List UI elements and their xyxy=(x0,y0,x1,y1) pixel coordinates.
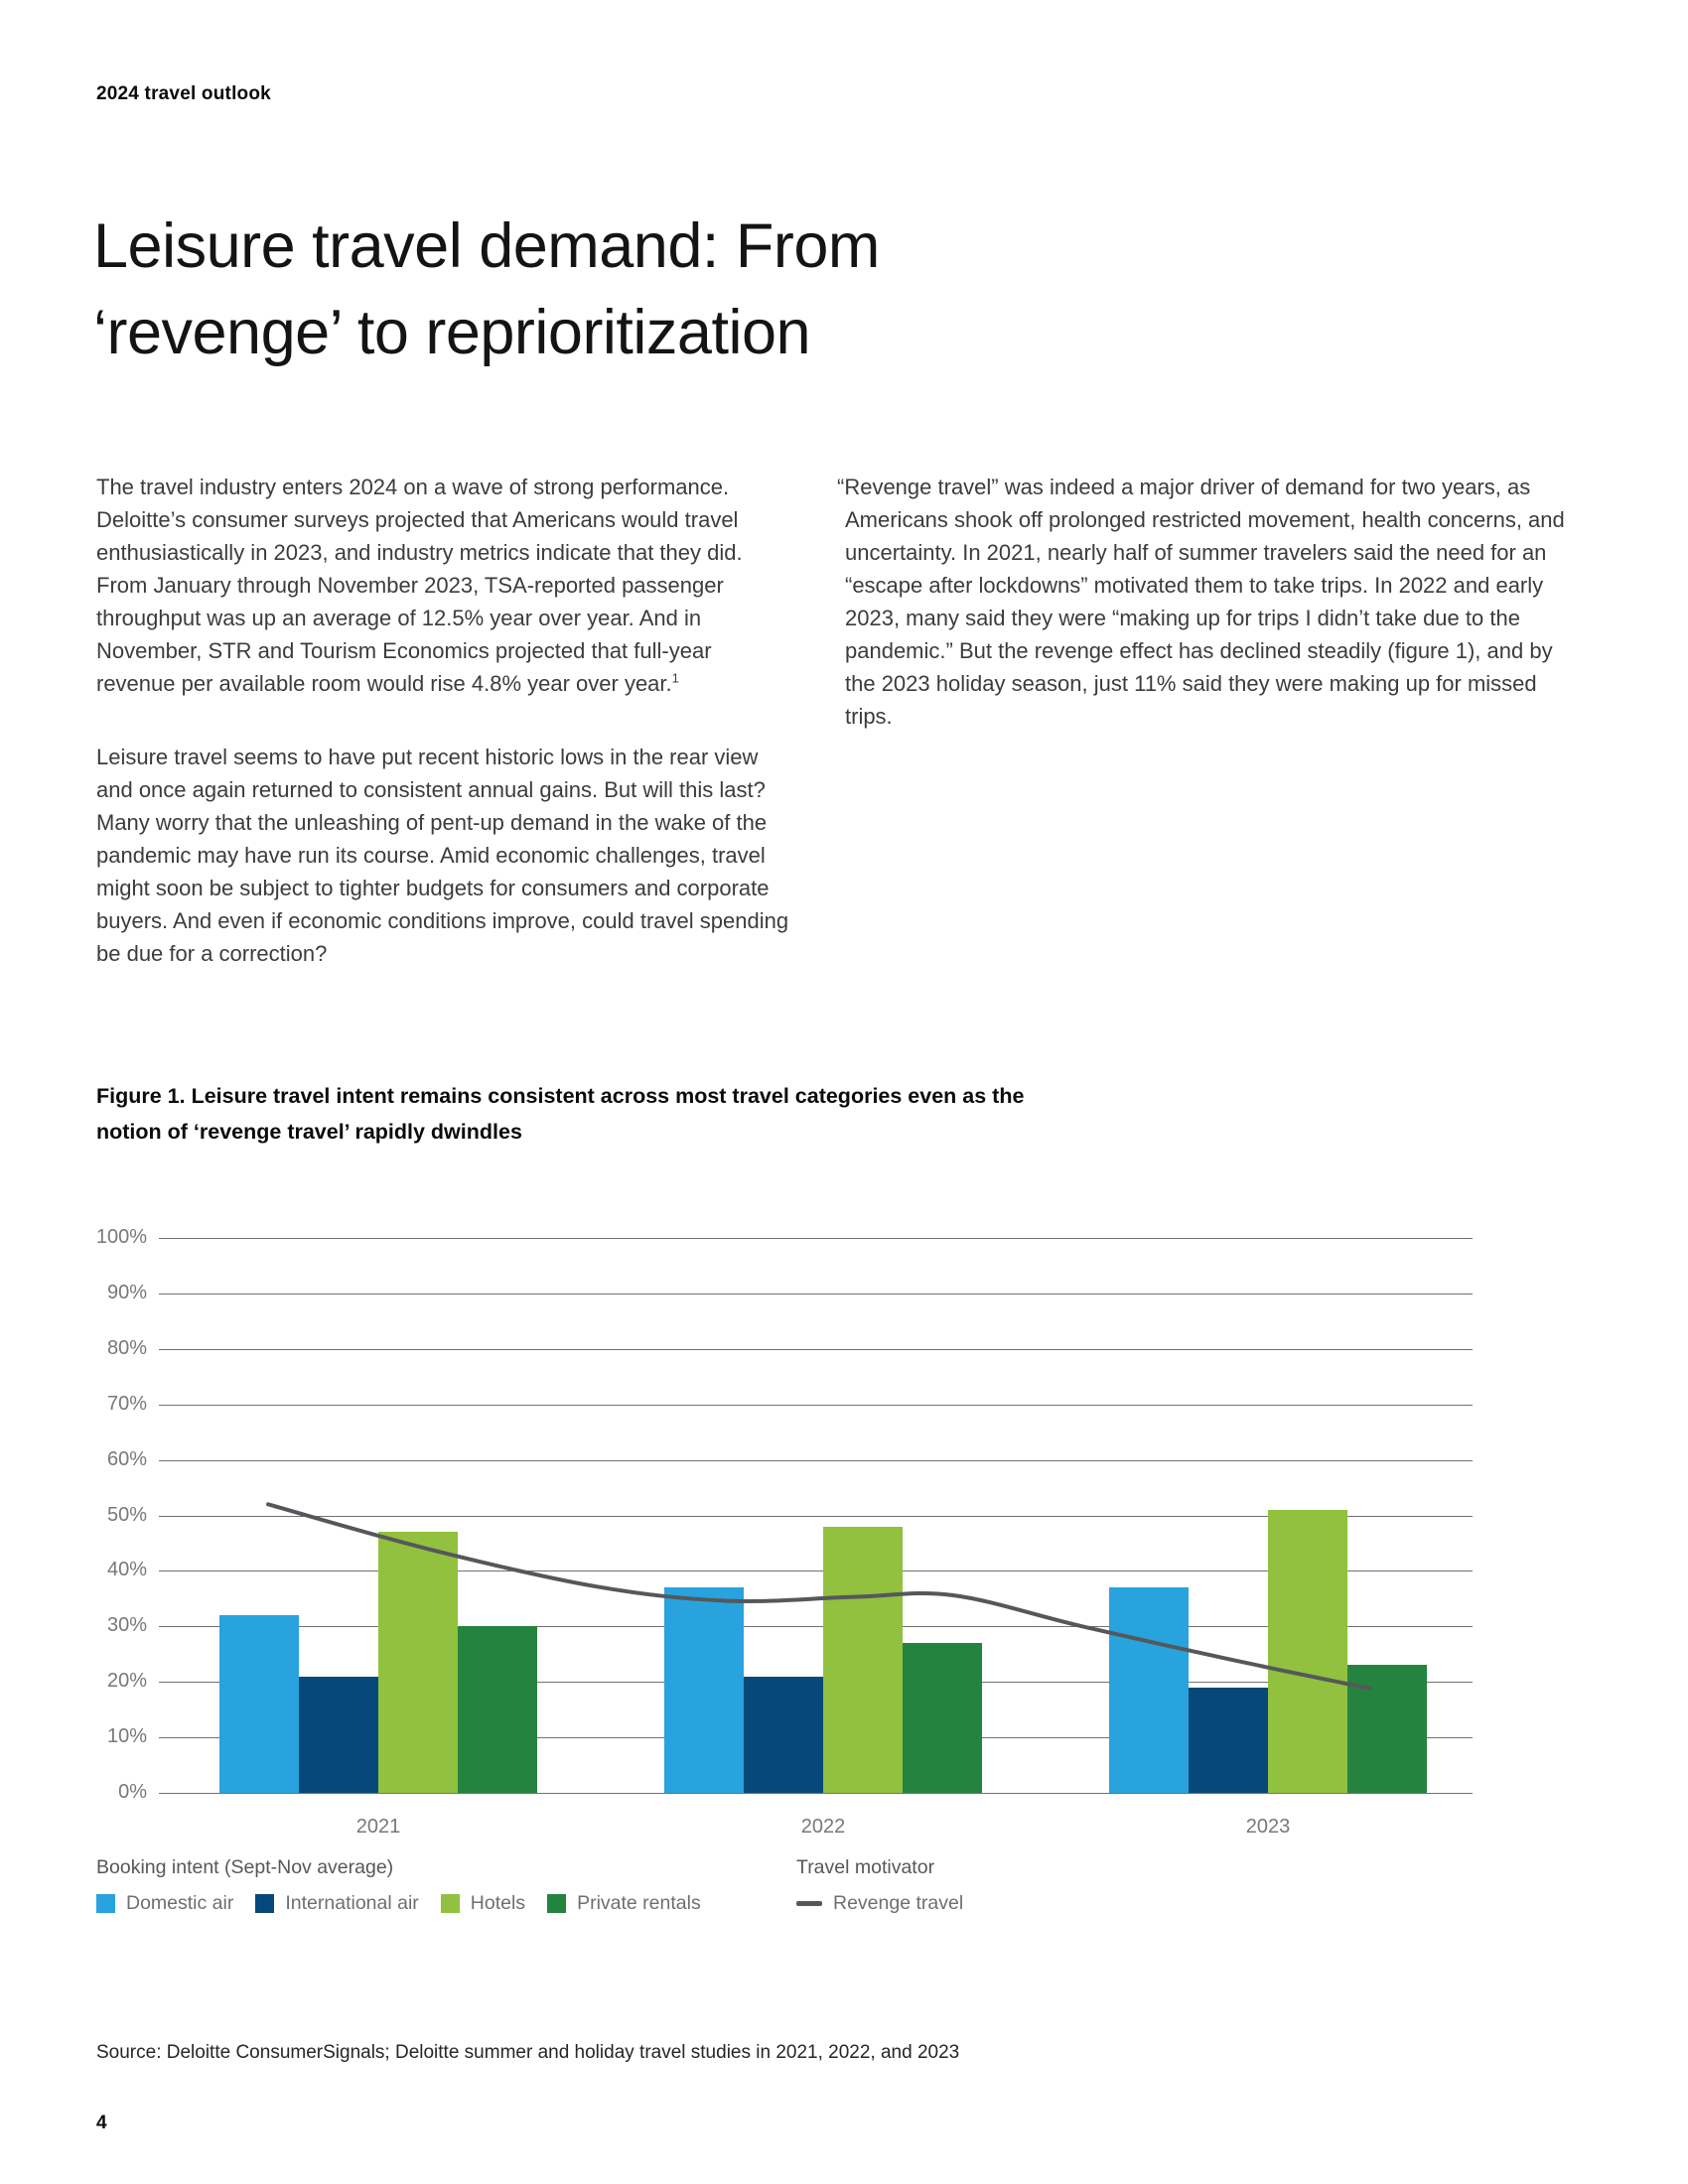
legend-swatch-icon xyxy=(547,1894,566,1913)
x-axis-category-label: 2023 xyxy=(1245,1816,1291,1838)
page-title-line-2: ‘revenge’ to reprioritization xyxy=(93,298,811,367)
report-eyebrow: 2024 travel outlook xyxy=(96,83,271,104)
y-axis-tick-label: 70% xyxy=(106,1392,147,1415)
bar-domestic-air xyxy=(664,1587,744,1793)
legend-items xyxy=(796,1892,963,1915)
bar-private-rentals xyxy=(1347,1665,1427,1793)
legend-dash-icon xyxy=(796,1901,822,1906)
body-paragraph: “Revenge travel” was indeed a major driver of demand for two years, as Americans shook off prolonged restricted movement, health concerns, and uncertainty. In 2021, nearly half of summer travelers said the need for an “escape after lockdowns” motivated them to take trips. In 2022 and early 2023, many said they were “making up for trips I didn’t take due to the pandemic.” But the revenge effect has declined steadily (figure 1), and by the 2023 holiday season, just 11% said they were making up for missed trips. xyxy=(837,475,1565,729)
legend-heading: Travel motivator xyxy=(796,1856,935,1878)
body-column-right xyxy=(837,471,1580,733)
legend-items xyxy=(96,1892,701,1915)
legend-item-label: Hotels xyxy=(470,1892,526,1914)
y-axis-tick-label: 50% xyxy=(106,1503,147,1526)
figure-title-line-2: notion of ‘revenge travel’ rapidly dwindles xyxy=(96,1120,522,1144)
gridline xyxy=(159,1238,1473,1239)
gridline xyxy=(159,1460,1473,1461)
gridline xyxy=(159,1793,1473,1794)
legend-item-label: Revenge travel xyxy=(833,1892,964,1914)
bar-private-rentals xyxy=(903,1643,982,1793)
footnote-marker: 1 xyxy=(671,670,679,686)
legend-item-domestic-air xyxy=(96,1892,233,1915)
legend-swatch-icon xyxy=(441,1894,460,1913)
legend-item-revenge-travel xyxy=(796,1892,963,1915)
figure-title xyxy=(96,1078,1189,1150)
bar-private-rentals xyxy=(458,1626,537,1793)
bar-domestic-air xyxy=(1109,1587,1189,1793)
body-paragraph xyxy=(96,471,791,700)
y-axis-tick-label: 40% xyxy=(106,1559,147,1581)
page-title-line-1: Leisure travel demand: From xyxy=(93,211,880,281)
legend-item-hotels xyxy=(441,1892,525,1915)
figure-source: Source: Deloitte ConsumerSignals; Deloitte summer and holiday travel studies in 2021, 2022, and 2023 xyxy=(96,2042,960,2063)
y-axis-tick-label: 20% xyxy=(106,1670,147,1693)
y-axis-tick-label: 0% xyxy=(118,1781,147,1803)
body-column-left xyxy=(96,471,791,970)
body-paragraph-text: The travel industry enters 2024 on a wave of strong performance. Deloitte’s consumer surveys projected that Americans would travel enthusiastically in 2023, and industry metrics indicate that they did. From January through November 2023, TSA-reported passenger throughput was up an average of 12.5% year over year. And in November, STR and Tourism Economics projected that full-year revenue per available room would rise 4.8% year over year. xyxy=(96,475,743,696)
gridline xyxy=(159,1294,1473,1295)
legend-item-label: Domestic air xyxy=(126,1892,234,1914)
y-axis-tick-label: 60% xyxy=(106,1447,147,1470)
y-axis-tick-label: 80% xyxy=(106,1336,147,1359)
bar-hotels xyxy=(378,1532,458,1793)
bar-hotels xyxy=(1268,1510,1347,1793)
y-axis-tick-label: 100% xyxy=(95,1226,147,1248)
x-axis-category-label: 2022 xyxy=(800,1816,846,1838)
x-axis-category-label: 2021 xyxy=(355,1816,401,1838)
legend-item-label: International air xyxy=(285,1892,419,1914)
page-number: 4 xyxy=(96,2113,107,2133)
bar-international-air xyxy=(1189,1688,1268,1793)
body-paragraph: Leisure travel seems to have put recent historic lows in the rear view and once again returned to consistent annual gains. But will this last? Many worry that the unleashing of pent-up demand in the wake of the pandemic may have run its course. Amid economic challenges, travel might soon be subject to tighter budgets for consumers and corporate buyers. And even if economic conditions improve, could travel spending be due for a correction? xyxy=(96,745,789,966)
gridline xyxy=(159,1405,1473,1406)
y-axis-tick-label: 10% xyxy=(106,1725,147,1748)
figure-title-line-1: Figure 1. Leisure travel intent remains consistent across most travel categories even as the xyxy=(96,1084,1025,1108)
page-title xyxy=(93,204,880,376)
gridline xyxy=(159,1349,1473,1350)
bar-domestic-air xyxy=(219,1615,299,1793)
legend-item-label: Private rentals xyxy=(577,1892,701,1914)
legend-swatch-icon xyxy=(255,1894,274,1913)
y-axis-tick-label: 30% xyxy=(106,1614,147,1637)
legend-item-private-rentals xyxy=(547,1892,701,1915)
bar-hotels xyxy=(823,1527,903,1793)
legend-item-international-air xyxy=(255,1892,418,1915)
legend-heading: Booking intent (Sept-Nov average) xyxy=(96,1856,394,1878)
bar-international-air xyxy=(744,1677,823,1793)
figure-1-chart xyxy=(0,1221,1688,1956)
bar-international-air xyxy=(299,1677,378,1793)
legend-swatch-icon xyxy=(96,1894,115,1913)
y-axis-tick-label: 90% xyxy=(106,1281,147,1303)
